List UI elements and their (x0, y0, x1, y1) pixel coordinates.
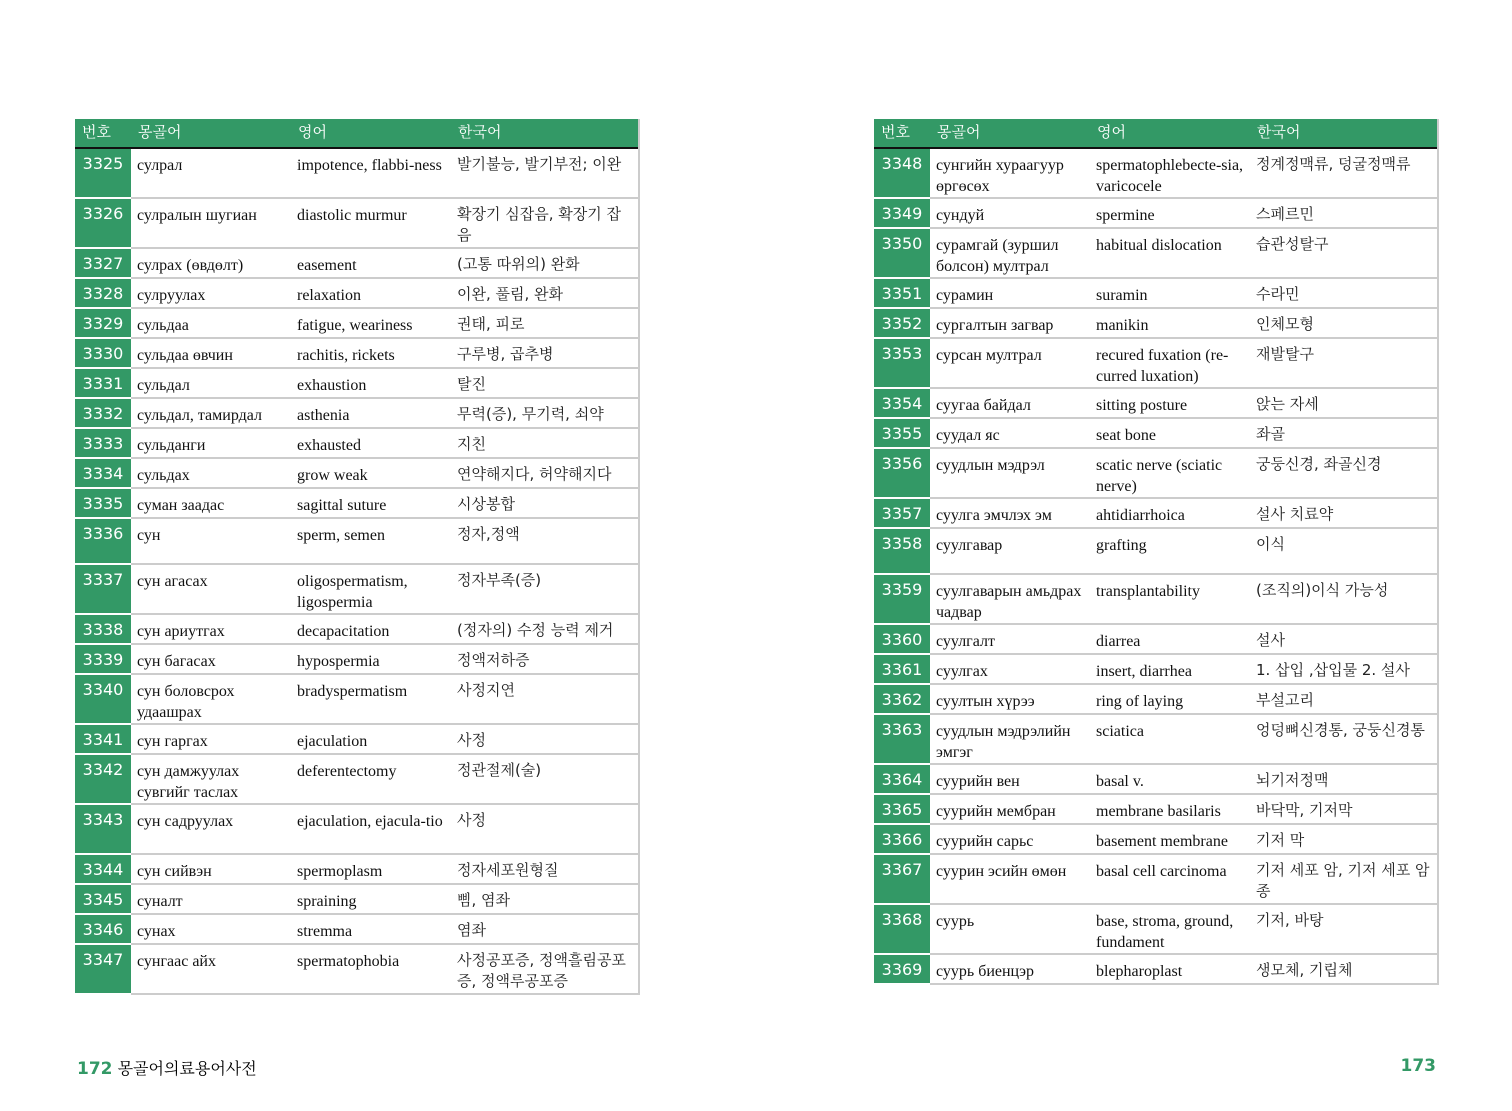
table-row (75, 675, 638, 725)
term-number: 3352 (874, 309, 930, 339)
table-row (874, 825, 1437, 855)
term-mongolian: сунгийн хураагуур өргөсөх (936, 157, 1064, 195)
term-english: basal cell carcinoma (1096, 863, 1227, 880)
term-mongolian: сульдах (137, 467, 190, 484)
table-header (75, 119, 638, 149)
term-english: recured fuxation (re-curred luxation) (1096, 347, 1229, 385)
table-row (75, 279, 638, 309)
term-korean: 구루병, 곱추병 (457, 345, 554, 363)
term-korean: 무력(증), 무기력, 쇠약 (457, 405, 604, 423)
term-mongolian: сун дамжуулах сувгийг таслах (137, 763, 240, 801)
term-korean: 이완, 풀림, 완화 (457, 285, 564, 303)
term-mongolian: суугаа байдал (936, 397, 1031, 414)
term-mongolian: сун боловсрох удаашрах (137, 683, 235, 721)
left-page-number: 172 (77, 1059, 113, 1079)
term-korean: 부설고리 (1256, 691, 1314, 709)
header-english: 영어 (298, 123, 327, 141)
term-korean: 연약해지다, 허약해지다 (457, 465, 612, 483)
term-number: 3334 (75, 459, 131, 489)
term-korean: 좌골 (1256, 425, 1285, 443)
table-row (75, 519, 638, 565)
term-mongolian: сурамгай (зуршил болсон) мултрал (936, 237, 1059, 275)
table-row (75, 249, 638, 279)
table-row (874, 655, 1437, 685)
term-mongolian: сулрал (137, 157, 183, 174)
term-mongolian: сун садруулах (137, 813, 234, 830)
table-row (874, 575, 1437, 625)
term-korean: 스페르민 (1256, 205, 1314, 223)
term-number: 3337 (75, 565, 131, 615)
table-row (874, 309, 1437, 339)
term-korean: 염좌 (457, 921, 486, 939)
term-english: sperm, semen (297, 527, 385, 544)
term-number: 3363 (874, 715, 930, 765)
term-english: decapacitation (297, 623, 390, 640)
table-row (874, 419, 1437, 449)
right-page-footer (1401, 1056, 1437, 1076)
header-mongolian: 몽골어 (937, 123, 981, 141)
term-number: 3336 (75, 519, 131, 565)
table-row (75, 565, 638, 615)
term-korean: 시상봉합 (457, 495, 515, 513)
term-english: deferentectomy (297, 763, 397, 780)
term-korean: 기저, 바탕 (1256, 911, 1324, 929)
header-number: 번호 (82, 123, 111, 141)
term-number: 3361 (874, 655, 930, 685)
term-mongolian: суудлын мэдрэлийн эмгэг (936, 723, 1071, 761)
term-mongolian: сургалтын загвар (936, 317, 1054, 334)
term-mongolian: суурь (936, 913, 975, 930)
term-english: spermine (1096, 207, 1155, 224)
term-english: grafting (1096, 537, 1147, 554)
header-english: 영어 (1097, 123, 1126, 141)
term-mongolian: сун багасах (137, 653, 216, 670)
term-english: ahtidiarrhoica (1096, 507, 1185, 524)
term-korean: 탈진 (457, 375, 486, 393)
term-number: 3351 (874, 279, 930, 309)
term-number: 3369 (874, 955, 930, 985)
term-english: relaxation (297, 287, 361, 304)
term-number: 3345 (75, 885, 131, 915)
term-english: bradyspermatism (297, 683, 408, 700)
table-row (75, 645, 638, 675)
term-mongolian: сун агасах (137, 573, 208, 590)
term-english: ring of laying (1096, 693, 1184, 710)
term-mongolian: суулга эмчлэх эм (936, 507, 1052, 524)
term-korean: (고통 따위의) 완화 (457, 255, 580, 273)
table-header (874, 119, 1437, 149)
term-korean: 뇌기저정맥 (1256, 771, 1329, 789)
term-number: 3358 (874, 529, 930, 575)
table-row (75, 725, 638, 755)
term-number: 3367 (874, 855, 930, 905)
term-english: ejaculation, ejacula-tio (297, 813, 443, 830)
table-row (75, 615, 638, 645)
term-english: spermatophobia (297, 953, 400, 970)
right-page-number: 173 (1400, 1056, 1436, 1076)
term-english: hypospermia (297, 653, 380, 670)
term-english: sagittal suture (297, 497, 387, 514)
table-row (75, 855, 638, 885)
term-english: stremma (297, 923, 353, 940)
table-row (874, 715, 1437, 765)
term-number: 3327 (75, 249, 131, 279)
table-row (874, 199, 1437, 229)
term-korean: (정자의) 수정 능력 제거 (457, 621, 614, 639)
term-number: 3366 (874, 825, 930, 855)
term-korean: 재발탈구 (1256, 345, 1314, 363)
table-row (874, 529, 1437, 575)
term-number: 3343 (75, 805, 131, 855)
term-korean: 사정 (457, 731, 486, 749)
table-row (874, 625, 1437, 655)
term-korean: 정관절제(술) (457, 761, 542, 779)
term-number: 3330 (75, 339, 131, 369)
term-number: 3332 (75, 399, 131, 429)
term-number: 3329 (75, 309, 131, 339)
term-mongolian: суналт (137, 893, 183, 910)
term-korean: 사정공포증, 정액흘림공포증, 정액루공포증 (457, 951, 626, 990)
term-korean: 생모체, 기립체 (1256, 961, 1353, 979)
term-korean: 삠, 염좌 (457, 891, 511, 909)
table-row (874, 955, 1437, 985)
term-english: impotence, flabbi-ness (297, 157, 442, 174)
header-korean: 한국어 (1257, 123, 1301, 141)
term-english: oligospermatism, ligospermia (297, 573, 408, 611)
term-number: 3354 (874, 389, 930, 419)
term-english: grow weak (297, 467, 368, 484)
term-english: base, stroma, ground, fundament (1096, 913, 1234, 951)
term-korean: (조직의)이식 가능성 (1256, 581, 1389, 599)
term-number: 3335 (75, 489, 131, 519)
table-row (874, 499, 1437, 529)
term-korean: 이식 (1256, 535, 1285, 553)
term-mongolian: сульдаа (137, 317, 189, 334)
term-number: 3339 (75, 645, 131, 675)
term-mongolian: сульданги (137, 437, 206, 454)
term-number: 3356 (874, 449, 930, 499)
term-korean: 사정지연 (457, 681, 515, 699)
term-number: 3368 (874, 905, 930, 955)
term-korean: 엉덩뼈신경통, 궁둥신경통 (1256, 721, 1425, 739)
term-number: 3325 (75, 149, 131, 199)
term-english: diastolic murmur (297, 207, 407, 224)
term-english: exhaustion (297, 377, 367, 394)
term-korean: 수라민 (1256, 285, 1300, 303)
term-korean: 습관성탈구 (1256, 235, 1329, 253)
term-mongolian: сульдал, тамирдал (137, 407, 262, 424)
term-number: 3342 (75, 755, 131, 805)
term-number: 3349 (874, 199, 930, 229)
term-mongolian: сундуй (936, 207, 985, 224)
term-english: sciatica (1096, 723, 1144, 740)
term-korean: 발기불능, 발기부전; 이완 (457, 155, 622, 173)
term-number: 3346 (75, 915, 131, 945)
term-english: transplantability (1096, 583, 1200, 600)
table-row (874, 795, 1437, 825)
term-mongolian: сун сийвэн (137, 863, 212, 880)
table-row (75, 915, 638, 945)
term-korean: 기저 막 (1256, 831, 1305, 849)
term-mongolian: сун гаргах (137, 733, 208, 750)
term-english: spermoplasm (297, 863, 383, 880)
term-mongolian: суудал яс (936, 427, 1000, 444)
term-korean: 정자,정액 (457, 525, 520, 543)
term-korean: 설사 (1256, 631, 1285, 649)
term-mongolian: сун (137, 527, 161, 544)
term-mongolian: суултын хүрээ (936, 693, 1035, 710)
term-korean: 사정 (457, 811, 486, 829)
table-row (75, 429, 638, 459)
term-mongolian: суман заадас (137, 497, 225, 514)
term-english: basal v. (1096, 773, 1144, 790)
term-number: 3328 (75, 279, 131, 309)
right-term-table (874, 119, 1439, 985)
table-row (75, 885, 638, 915)
term-korean: 권태, 피로 (457, 315, 525, 333)
table-row (75, 945, 638, 995)
term-mongolian: суурийн сарьс (936, 833, 1034, 850)
term-mongolian: сурсан мултрал (936, 347, 1042, 364)
term-korean: 정액저하증 (457, 651, 530, 669)
term-korean: 기저 세포 암, 기저 세포 암종 (1256, 861, 1430, 900)
term-number: 3350 (874, 229, 930, 279)
term-mongolian: суурийн вен (936, 773, 1020, 790)
term-number: 3333 (75, 429, 131, 459)
term-korean: 정계정맥류, 덩굴정맥류 (1256, 155, 1411, 173)
table-row (874, 905, 1437, 955)
term-korean: 정자부족(증) (457, 571, 542, 589)
term-mongolian: суурин эсийн өмөн (936, 863, 1067, 880)
term-number: 3359 (874, 575, 930, 625)
term-english: membrane basilaris (1096, 803, 1221, 820)
term-mongolian: суулгавар (936, 537, 1003, 554)
term-mongolian: суулгалт (936, 633, 995, 650)
term-english: ejaculation (297, 733, 368, 750)
term-english: easement (297, 257, 357, 274)
term-korean: 지친 (457, 435, 486, 453)
term-number: 3331 (75, 369, 131, 399)
term-mongolian: сунах (137, 923, 176, 940)
term-english: manikin (1096, 317, 1149, 334)
term-number: 3360 (874, 625, 930, 655)
term-mongolian: сун ариутгах (137, 623, 225, 640)
term-number: 3348 (874, 149, 930, 199)
term-korean: 1. 삽입 ,삽입물 2. 설사 (1256, 661, 1410, 679)
table-row (874, 855, 1437, 905)
table-row (874, 279, 1437, 309)
term-korean: 앉는 자세 (1256, 395, 1319, 413)
table-row (75, 149, 638, 199)
header-number: 번호 (881, 123, 910, 141)
table-row (75, 755, 638, 805)
term-number: 3341 (75, 725, 131, 755)
table-row (874, 339, 1437, 389)
term-mongolian: суурь биенцэр (936, 963, 1034, 980)
term-english: suramin (1096, 287, 1148, 304)
term-number: 3362 (874, 685, 930, 715)
book-title: 몽골어의료용어사전 (117, 1059, 257, 1078)
term-english: blepharoplast (1096, 963, 1183, 980)
term-number: 3340 (75, 675, 131, 725)
table-row (75, 459, 638, 489)
term-number: 3353 (874, 339, 930, 389)
term-mongolian: сунгаас айх (137, 953, 216, 970)
term-mongolian: сулруулах (137, 287, 206, 304)
term-mongolian: сурамин (936, 287, 994, 304)
term-number: 3338 (75, 615, 131, 645)
table-row (75, 489, 638, 519)
term-number: 3344 (75, 855, 131, 885)
term-korean: 바닥막, 기저막 (1256, 801, 1353, 819)
table-row (75, 309, 638, 339)
term-number: 3355 (874, 419, 930, 449)
term-english: spermatophlebecte-sia, varicocele (1096, 157, 1244, 195)
table-row (874, 449, 1437, 499)
table-row (874, 229, 1437, 279)
table-row (874, 765, 1437, 795)
term-number: 3326 (75, 199, 131, 249)
table-row (75, 339, 638, 369)
term-mongolian: сулрах (өвдөлт) (137, 257, 244, 274)
term-number: 3365 (874, 795, 930, 825)
term-english: basement membrane (1096, 833, 1228, 850)
table-row (874, 685, 1437, 715)
header-korean: 한국어 (458, 123, 502, 141)
term-mongolian: сульдаа өвчин (137, 347, 233, 364)
table-row (75, 199, 638, 249)
term-english: spraining (297, 893, 357, 910)
term-number: 3364 (874, 765, 930, 795)
term-english: seat bone (1096, 427, 1156, 444)
term-korean: 확장기 심잡음, 확장기 잡음 (457, 205, 621, 244)
table-row (75, 369, 638, 399)
term-english: asthenia (297, 407, 350, 424)
term-mongolian: суудлын мэдрэл (936, 457, 1045, 474)
term-english: scatic nerve (sciatic nerve) (1096, 457, 1223, 495)
term-english: insert, diarrhea (1096, 663, 1192, 680)
table-row (874, 149, 1437, 199)
term-english: exhausted (297, 437, 361, 454)
term-english: sitting posture (1096, 397, 1188, 414)
term-english: fatigue, weariness (297, 317, 413, 334)
term-mongolian: суулгах (936, 663, 988, 680)
term-english: rachitis, rickets (297, 347, 395, 364)
term-english: habitual dislocation (1096, 237, 1222, 254)
term-mongolian: суулгаварын амьдрах чадвар (936, 583, 1082, 621)
term-korean: 궁둥신경, 좌골신경 (1256, 455, 1382, 473)
term-mongolian: суурийн мембран (936, 803, 1056, 820)
term-korean: 인체모형 (1256, 315, 1314, 333)
term-number: 3347 (75, 945, 131, 995)
table-row (75, 805, 638, 855)
header-mongolian: 몽골어 (138, 123, 182, 141)
left-term-table (75, 119, 640, 995)
term-number: 3357 (874, 499, 930, 529)
term-korean: 정자세포원형질 (457, 861, 559, 879)
term-mongolian: сульдал (137, 377, 190, 394)
term-korean: 설사 치료약 (1256, 505, 1334, 523)
term-english: diarrea (1096, 633, 1141, 650)
term-mongolian: сулралын шугиан (137, 207, 257, 224)
table-row (874, 389, 1437, 419)
table-row (75, 399, 638, 429)
left-page-footer (77, 1056, 257, 1079)
